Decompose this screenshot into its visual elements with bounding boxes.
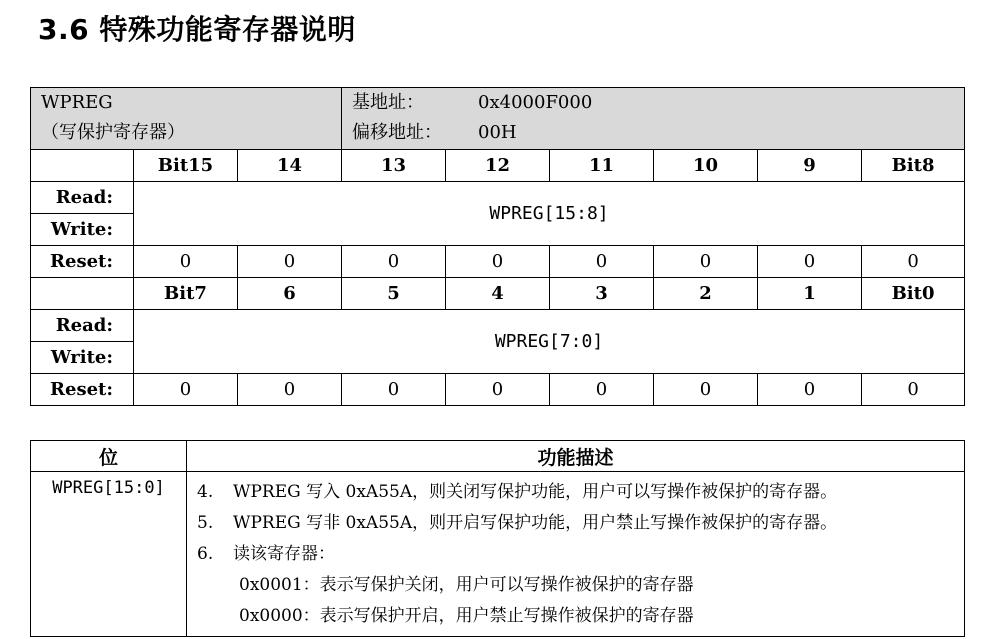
empty-cell	[31, 278, 134, 310]
register-header-row	[31, 88, 965, 150]
item-number: 4.	[197, 482, 214, 502]
bit-number: Bit8	[862, 150, 965, 182]
bit-number: 6	[238, 278, 342, 310]
bit-number: Bit7	[134, 278, 238, 310]
register-name-cell	[31, 88, 342, 150]
reset-value: 0	[550, 246, 654, 278]
high-bit-number-row	[31, 150, 965, 182]
low-read-row	[31, 310, 965, 342]
bit-number: 13	[342, 150, 446, 182]
item-text: WPREG 写入 0xA55A，则关闭写保护功能，用户可以写操作被保护的寄存器。	[233, 482, 838, 502]
bit-number: 12	[446, 150, 550, 182]
read-label: Read:	[31, 182, 134, 214]
bit-number: Bit15	[134, 150, 238, 182]
function-description	[187, 472, 965, 637]
high-read-row	[31, 182, 965, 214]
write-label: Write:	[31, 214, 134, 246]
bit-number: 9	[758, 150, 862, 182]
item-text: WPREG 写非 0xA55A，则开启写保护功能，用户禁止写操作被保护的寄存器。	[233, 513, 838, 533]
reset-label: Reset:	[31, 374, 134, 406]
bit-number: 2	[654, 278, 758, 310]
reset-value: 0	[134, 246, 238, 278]
bit-field-name: WPREG[15:0]	[31, 472, 187, 637]
bit-column-header: 位	[31, 441, 187, 472]
high-byte-field: WPREG[15:8]	[134, 182, 965, 246]
reset-value: 0	[134, 374, 238, 406]
register-alias: （写保护寄存器）	[41, 122, 185, 143]
base-address-label: 基地址：	[352, 92, 425, 113]
empty-cell	[31, 150, 134, 182]
reset-value: 0	[862, 374, 965, 406]
reset-value: 0	[758, 374, 862, 406]
reset-value: 0	[446, 246, 550, 278]
description-item	[197, 477, 964, 508]
item-number: 6.	[197, 544, 214, 564]
reset-value: 0	[238, 374, 342, 406]
description-item	[197, 508, 964, 539]
reset-value: 0	[342, 246, 446, 278]
high-reset-row	[31, 246, 965, 278]
low-bit-number-row	[31, 278, 965, 310]
register-address-cell	[342, 88, 965, 150]
reset-value: 0	[238, 246, 342, 278]
description-item	[197, 539, 964, 570]
base-address-value: 0x4000F000	[478, 92, 593, 113]
bit-number: 3	[550, 278, 654, 310]
reset-value: 0	[758, 246, 862, 278]
bit-number: 14	[238, 150, 342, 182]
bit-number: 10	[654, 150, 758, 182]
read-label: Read:	[31, 310, 134, 342]
bit-description-table	[30, 440, 965, 637]
description-sub-item: 0x0000：表示写保护开启，用户禁止写操作被保护的寄存器	[239, 606, 694, 626]
item-number: 5.	[197, 513, 214, 533]
description-header-row	[31, 441, 965, 472]
reset-value: 0	[342, 374, 446, 406]
low-byte-field: WPREG[7:0]	[134, 310, 965, 374]
reset-value: 0	[862, 246, 965, 278]
item-text: 读该寄存器：	[233, 544, 335, 564]
reset-value: 0	[654, 246, 758, 278]
bit-number: 11	[550, 150, 654, 182]
reset-value: 0	[550, 374, 654, 406]
register-map-table	[30, 87, 965, 406]
function-column-header: 功能描述	[187, 441, 965, 472]
description-sub-item: 0x0001：表示写保护关闭，用户可以写操作被保护的寄存器	[239, 575, 694, 595]
write-label: Write:	[31, 342, 134, 374]
section-title: 3.6 特殊功能寄存器说明	[38, 13, 356, 46]
description-row	[31, 472, 965, 637]
bit-number: 1	[758, 278, 862, 310]
reset-value: 0	[446, 374, 550, 406]
low-reset-row	[31, 374, 965, 406]
bit-number: 4	[446, 278, 550, 310]
register-name: WPREG	[41, 92, 113, 113]
offset-address-label: 偏移地址：	[352, 122, 443, 143]
bit-number: Bit0	[862, 278, 965, 310]
offset-address-value: 00H	[478, 122, 517, 143]
reset-value: 0	[654, 374, 758, 406]
bit-number: 5	[342, 278, 446, 310]
reset-label: Reset:	[31, 246, 134, 278]
